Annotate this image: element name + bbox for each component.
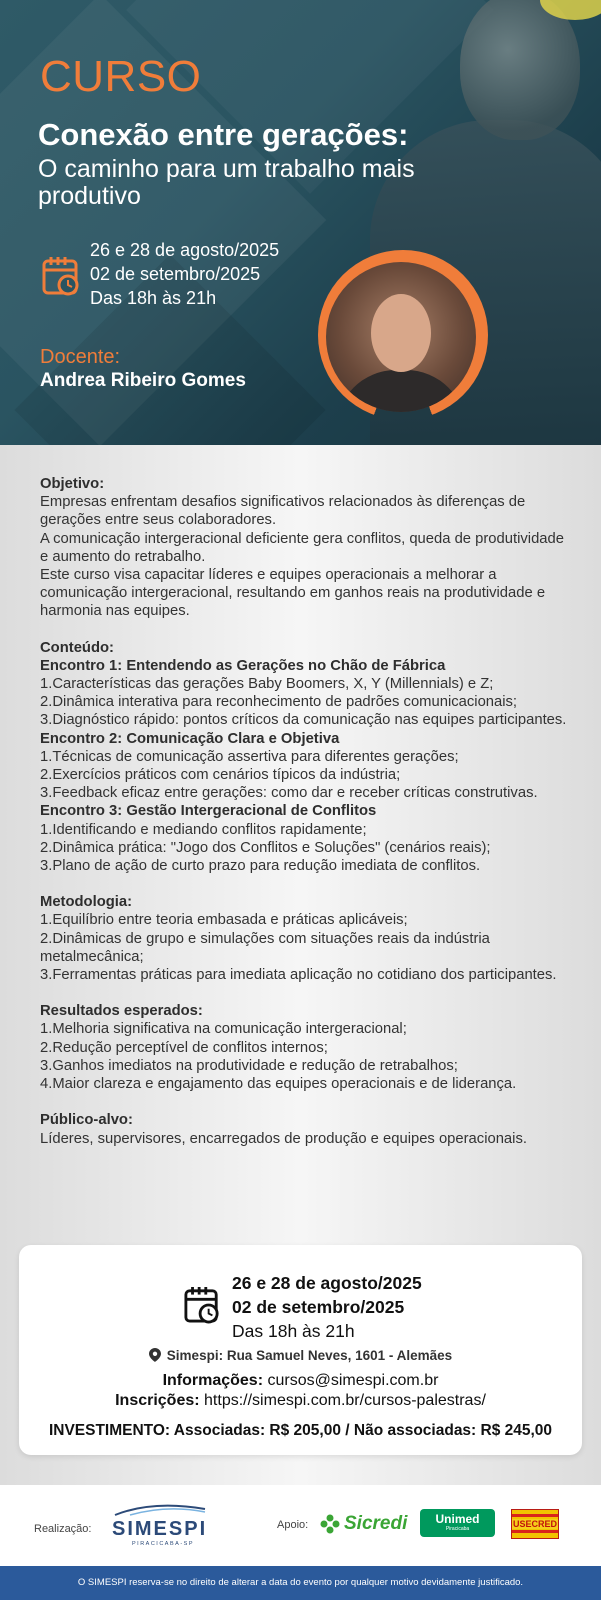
info-email-link[interactable]: cursos@simespi.com.br [267, 1372, 439, 1389]
docente-name: Andrea Ribeiro Gomes [40, 370, 246, 391]
info-line [19, 1372, 582, 1390]
list-item: 1.Características das gerações Baby Boomers, X, Y (Millennials) e Z; [40, 676, 494, 693]
paragraph: Este curso visa capacitar líderes e equipes operacionais a melhorar a comunicação intergeracional, resultando em ganhos reais na produtividade e harmonia nas equipes. [40, 567, 546, 620]
realizacao-label: Realização: [34, 1523, 92, 1535]
list-item: 1.Melhoria significativa na comunicação intergeracional; [40, 1021, 407, 1038]
list-item: 3.Ferramentas práticas para imediata aplicação no cotidiano dos participantes. [40, 967, 557, 984]
encontro-title: Encontro 3: Gestão Intergeracional de Conflitos [40, 803, 377, 820]
list-item: 3.Feedback eficaz entre gerações: como dar e receber críticas construtivas. [40, 785, 538, 802]
date-line-1: 26 e 28 de agosto/2025 [90, 240, 280, 260]
course-label: CURSO [40, 52, 202, 101]
info-label: Informações: [162, 1372, 264, 1389]
location-pin-icon [149, 1348, 161, 1362]
unimed-logo: Unimed Piracicaba [420, 1509, 495, 1537]
calendar-clock-icon [184, 1285, 220, 1325]
instructor-portrait [326, 262, 476, 412]
usecred-logo: USECRED [511, 1509, 559, 1539]
sponsors-bar [0, 1485, 601, 1566]
docente-label: Docente: [40, 346, 121, 368]
sicredi-flower-icon [320, 1514, 340, 1534]
encontro-title: Encontro 2: Comunicação Clara e Objetiva [40, 730, 340, 747]
section-title: Resultados esperados: [40, 1003, 203, 1020]
inscription-line [19, 1392, 582, 1410]
inscription-link[interactable]: https://simespi.com.br/cursos-palestras/ [204, 1392, 486, 1409]
date-line-1: 26 e 28 de agosto/2025 [232, 1273, 422, 1293]
date-line-2: 02 de setembro/2025 [232, 1297, 405, 1317]
list-item: 4.Maior clareza e engajamento das equipes operacionais e de liderança. [40, 1076, 517, 1093]
date-line-2: 02 de setembro/2025 [90, 264, 261, 284]
paragraph: A comunicação intergeracional deficiente gera conflitos, queda de produtividade e aumento do retrabalho. [40, 530, 564, 565]
list-item: 1.Técnicas de comunicação assertiva para diferentes gerações; [40, 748, 459, 765]
list-item: 3.Plano de ação de curto prazo para redução imediata de conflitos. [40, 858, 481, 875]
inscription-label: Inscrições: [115, 1392, 200, 1409]
encontro-title: Encontro 1: Entendendo as Gerações no Chão de Fábrica [40, 657, 446, 674]
list-item: 3.Diagnóstico rápido: pontos críticos da comunicação nas equipes participantes. [40, 712, 567, 729]
calendar-clock-icon [42, 255, 80, 297]
list-item: 2.Dinâmica prática: "Jogo dos Conflitos e Soluções" (cenários reais); [40, 839, 491, 856]
section-title: Público-alvo: [40, 1112, 133, 1129]
simespi-logo: SIMESPI PIRACICABA-SP [110, 1503, 210, 1551]
list-item: 2.Redução perceptível de conflitos internos; [40, 1039, 328, 1056]
hero-dates [90, 238, 279, 310]
investment-text: INVESTIMENTO: Associadas: R$ 205,00 / Não associadas: R$ 245,00 [48, 1422, 553, 1439]
simespi-swoosh-icon [110, 1503, 210, 1517]
course-subtitle: O caminho para um trabalho mais produtivo [38, 155, 415, 210]
list-item: 3.Ganhos imediatos na produtividade e redução de retrabalhos; [40, 1057, 458, 1074]
list-item: 1.Identificando e mediando conflitos rapidamente; [40, 821, 367, 838]
section-title: Objetivo: [40, 476, 105, 492]
apoio-label: Apoio: [277, 1519, 309, 1531]
sicredi-logo: Sicredi [320, 1511, 407, 1537]
time-line: Das 18h às 21h [232, 1321, 355, 1341]
footer-disclaimer: O SIMESPI reserva-se no direito de alterar a data do evento por qualquer motivo devidamente justificado. [0, 1566, 601, 1600]
address [19, 1348, 582, 1363]
list-item: 1.Equilíbrio entre teoria embasada e práticas aplicáveis; [40, 912, 408, 929]
list-item: 2.Dinâmica interativa para reconhecimento de padrões comunicacionais; [40, 694, 518, 711]
list-item: 2.Dinâmicas de grupo e simulações com situações reais da indústria metalmecânica; [40, 930, 490, 965]
hero-banner [0, 0, 601, 445]
card-dates [232, 1271, 422, 1343]
list-item: 2.Exercícios práticos com cenários típicos da indústria; [40, 767, 401, 784]
paragraph: Empresas enfrentam desafios significativos relacionados às diferenças de gerações entre seus colaboradores. [40, 494, 526, 529]
event-info-card [19, 1245, 582, 1455]
address-text: Simespi: Rua Samuel Neves, 1601 - Alemães [166, 1348, 453, 1363]
section-title: Metodologia: [40, 894, 133, 911]
course-title: Conexão entre gerações: [38, 117, 409, 152]
section-title: Conteúdo: [40, 639, 114, 656]
paragraph: Líderes, supervisores, encarregados de produção e equipes operacionais. [40, 1130, 527, 1147]
time-line: Das 18h às 21h [90, 288, 217, 308]
